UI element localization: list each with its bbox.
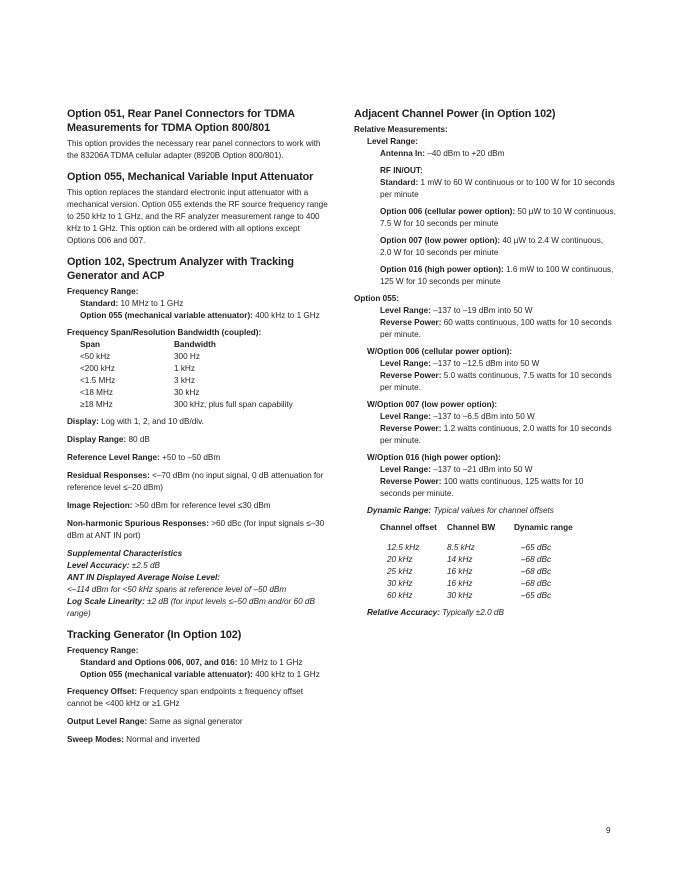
range-cell: –65 dBc: [521, 591, 552, 600]
tg-standard: [67, 657, 329, 669]
channel-bw-header: Channel BW: [447, 523, 496, 532]
antenna-in-value: –40 dBm to +20 dBm: [427, 149, 505, 158]
acp-heading: Adjacent Channel Power (in Option 102): [354, 108, 556, 120]
bandwidth-cell: 30 kHz: [174, 388, 200, 397]
tg-output-value: Same as signal generator: [149, 717, 243, 726]
level-accuracy-spec: [67, 560, 329, 572]
residual-spec: [67, 470, 329, 494]
dynamic-range-label: Dynamic Range:: [367, 506, 432, 515]
tg-opt055-label: Option 055 (mechanical variable attenuator):: [80, 670, 253, 679]
w016-level-value: –137 to –21 dBm into 50 W: [433, 465, 533, 474]
rf-standard-label: Standard:: [380, 178, 419, 187]
w007-level-value: –137 to –6.5 dBm into 50 W: [433, 412, 535, 421]
opt055-value: 400 kHz to 1 GHz: [255, 311, 320, 320]
bandwidth-cell: 300 kHz, plus full span capability: [174, 400, 293, 409]
range-cell: –68 dBc: [521, 579, 552, 588]
offset-cell: 25 kHz: [387, 567, 413, 576]
dynamic-range-header: Dynamic range: [514, 523, 573, 532]
span-rbw-header-row: [80, 339, 293, 351]
section-option-055: [67, 170, 329, 247]
image-rejection-spec: [67, 500, 329, 512]
w007-level-spec: [354, 411, 616, 423]
page-number: 9: [606, 826, 611, 835]
residual-value: <–70 dBm (no input signal, 0 dB attenuation for reference level ≤–20 dBm): [67, 471, 324, 492]
w006-level-spec: [354, 358, 616, 370]
relative-accuracy-label: Relative Accuracy:: [367, 608, 440, 617]
w016-reverse-spec: [354, 476, 616, 500]
rf-opt016-spec: [354, 264, 616, 288]
span-rbw-label: Frequency Span/Resolution Bandwidth (coupled):: [67, 328, 262, 337]
ref-level-value: +50 to –50 dBm: [162, 453, 221, 462]
nonharmonic-label: Non-harmonic Spurious Responses:: [67, 519, 209, 528]
ref-level-label: Reference Level Range:: [67, 453, 160, 462]
channel-offset-header: Channel offset: [380, 523, 437, 532]
range-cell: –68 dBc: [521, 555, 552, 564]
frequency-range-standard: [67, 298, 329, 310]
w006-level-label: Level Range:: [380, 359, 431, 368]
standard-value: 10 MHz to 1 GHz: [120, 299, 184, 308]
w016-head: W/Option 016 (high power option):: [367, 453, 501, 462]
bw-cell: 30 kHz: [447, 591, 473, 600]
bandwidth-cell: 1 kHz: [174, 364, 195, 373]
level-accuracy-value: ±2.5 dB: [131, 561, 160, 570]
display-range-label: Display Range:: [67, 435, 127, 444]
o055-level-value: –137 to –19 dBm into 50 W: [433, 306, 533, 315]
log-linearity-spec: [67, 596, 329, 620]
display-range-spec: [67, 434, 329, 446]
option-051-body: This option provides the necessary rear panel connectors to work with the 83206A TDMA cellular adapter (8920B Option 800/801).: [67, 139, 321, 160]
tracking-generator-heading: Tracking Generator (In Option 102): [67, 629, 242, 641]
nonharmonic-value: >60 dBc (for input signals ≤–30 dBm at ANT IN port): [67, 519, 325, 540]
w007-reverse-label: Reverse Power:: [380, 424, 442, 433]
rf-opt006-spec: [354, 206, 616, 230]
bandwidth-cell: 3 kHz: [174, 376, 195, 385]
tg-offset-spec: [67, 686, 329, 710]
rf-standard-spec: [354, 177, 616, 201]
option-051-heading: Option 051, Rear Panel Connectors for TDMA Measurements for TDMA Option 800/801: [67, 108, 295, 134]
w016-level-label: Level Range:: [380, 465, 431, 474]
w016-reverse-label: Reverse Power:: [380, 477, 442, 486]
table-row: [80, 351, 293, 363]
range-cell: –68 dBc: [521, 567, 552, 576]
frequency-range-opt055: [67, 310, 329, 322]
span-cell: <200 kHz: [80, 364, 115, 373]
bw-cell: 14 kHz: [447, 555, 473, 564]
table-row: [380, 566, 573, 578]
right-column: [354, 107, 616, 619]
table-row: [80, 387, 293, 399]
tg-opt055-value: 400 kHz to 1 GHz: [255, 670, 320, 679]
o055-reverse-spec: [354, 317, 616, 341]
tg-output-spec: [67, 716, 329, 728]
w016-reverse-value: 100 watts continuous, 125 watts for 10 seconds per minute.: [380, 477, 584, 498]
rf-opt007-value: 40 µW to 2.4 W continuous, 2.0 W for 10 seconds per minute: [380, 236, 604, 257]
o055-reverse-label: Reverse Power:: [380, 318, 442, 327]
rf-opt006-value: 50 µW to 10 W continuous, 7.5 W for 10 seconds per minute: [380, 207, 616, 228]
danl-value: <–114 dBm for <50 kHz spans at reference level of –50 dBm: [67, 585, 287, 594]
w006-reverse-spec: [354, 370, 616, 394]
w006-reverse-value: 5.0 watts continuous, 7.5 watts for 10 seconds per minute.: [380, 371, 612, 392]
rf-standard-value: 1 mW to 60 W continuous or to 100 W for 10 seconds per minute: [380, 178, 615, 199]
level-range-label: Level Range:: [367, 137, 418, 146]
table-row: [80, 363, 293, 375]
display-value: Log with 1, 2, and 10 dB/div.: [101, 417, 204, 426]
tg-offset-label: Frequency Offset:: [67, 687, 138, 696]
image-value: >50 dBm for reference level ≤30 dBm: [134, 501, 271, 510]
dynamic-range-spec: [354, 505, 616, 517]
w007-reverse-value: 1.2 watts continuous, 2.0 watts for 10 seconds per minute.: [380, 424, 612, 445]
span-rbw-table: [80, 339, 293, 411]
option-055-heading: Option 055, Mechanical Variable Input Attenuator: [67, 171, 314, 183]
display-label: Display:: [67, 417, 99, 426]
relative-accuracy-spec: [354, 607, 616, 619]
table-row: [380, 578, 573, 590]
tg-sweep-spec: [67, 734, 329, 746]
w016-level-spec: [354, 464, 616, 476]
table-row: [380, 542, 573, 554]
residual-label: Residual Responses:: [67, 471, 150, 480]
log-linearity-label: Log Scale Linearity:: [67, 597, 145, 606]
tg-offset-value: Frequency span endpoints ± frequency offset cannot be <400 kHz or ≥1 GHz: [67, 687, 303, 708]
log-linearity-value: ±2 dB (for input levels ≤–50 dBm and/or 60 dB range): [67, 597, 315, 618]
dynamic-range-value: Typical values for channel offsets: [433, 506, 554, 515]
option-055-head: Option 055:: [354, 294, 400, 303]
rf-opt016-label: Option 016 (high power option):: [380, 265, 504, 274]
display-spec: [67, 416, 329, 428]
frequency-range-label: Frequency Range:: [67, 287, 139, 296]
nonharmonic-spec: [67, 518, 329, 542]
rf-opt016-value: 1.6 mW to 100 W continuous, 125 W for 10 seconds per minute: [380, 265, 614, 286]
standard-label: Standard:: [80, 299, 119, 308]
span-cell: <1.5 MHz: [80, 376, 116, 385]
bw-cell: 8.5 kHz: [447, 543, 475, 552]
w006-head: W/Option 006 (cellular power option):: [367, 347, 513, 356]
w007-head: W/Option 007 (low power option):: [367, 400, 498, 409]
offset-cell: 20 kHz: [387, 555, 413, 564]
tg-standard-value: 10 MHz to 1 GHz: [239, 658, 303, 667]
span-cell: <50 kHz: [80, 352, 111, 361]
bw-cell: 16 kHz: [447, 579, 473, 588]
tg-output-label: Output Level Range:: [67, 717, 148, 726]
table-row: [80, 399, 293, 411]
table-row: [380, 554, 573, 566]
span-cell: <18 MHz: [80, 388, 113, 397]
w007-level-label: Level Range:: [380, 412, 431, 421]
supplemental-title: Supplemental Characteristics: [67, 549, 183, 558]
tg-standard-label: Standard and Options 006, 007, and 016:: [80, 658, 238, 667]
opt055-label: Option 055 (mechanical variable attenuator):: [80, 311, 253, 320]
dynamic-range-table: [380, 522, 573, 602]
relative-measurements-label: Relative Measurements:: [354, 125, 448, 134]
tg-opt055: [67, 669, 329, 681]
offset-cell: 12.5 kHz: [387, 543, 420, 552]
section-option-102: [67, 255, 329, 620]
antenna-in-label: Antenna In:: [380, 149, 426, 158]
bw-cell: 16 kHz: [447, 567, 473, 576]
rf-opt007-label: Option 007 (low power option):: [380, 236, 501, 245]
tg-frequency-range-label: Frequency Range:: [67, 646, 139, 655]
w006-reverse-label: Reverse Power:: [380, 371, 442, 380]
table-row: [380, 590, 573, 602]
table-row: [80, 375, 293, 387]
rf-opt007-spec: [354, 235, 616, 259]
section-tracking-generator: [67, 628, 329, 746]
tg-sweep-label: Sweep Modes:: [67, 735, 124, 744]
display-range-value: 80 dB: [128, 435, 150, 444]
offset-cell: 30 kHz: [387, 579, 413, 588]
level-accuracy-label: Level Accuracy:: [67, 561, 130, 570]
antenna-in-spec: [354, 148, 616, 160]
option-102-heading: Option 102, Spectrum Analyzer with Tracking Generator and ACP: [67, 256, 294, 282]
span-cell: ≥18 MHz: [80, 400, 113, 409]
dynamic-range-header-row: [380, 522, 573, 542]
tg-sweep-value: Normal and inverted: [126, 735, 200, 744]
o055-level-label: Level Range:: [380, 306, 431, 315]
bandwidth-cell: 300 Hz: [174, 352, 200, 361]
w006-level-value: –137 to –12.5 dBm into 50 W: [433, 359, 540, 368]
section-option-051: [67, 107, 329, 162]
ref-level-spec: [67, 452, 329, 464]
left-column: [67, 107, 329, 754]
image-label: Image Rejection:: [67, 501, 133, 510]
rf-inout-label: RF IN/OUT:: [380, 166, 423, 175]
option-055-body: This option replaces the standard electronic input attenuator with a mechanical version. Option 055 extends the RF source frequency range to 250 kHz to 1 GHz, and the RF analyzer measurement range to 400 kHz to 1 GHz. This option can be ordered with all options except Options 006 and 007.: [67, 188, 328, 245]
relative-accuracy-value: Typically ±2.0 dB: [442, 608, 504, 617]
range-cell: –65 dBc: [521, 543, 552, 552]
o055-level-spec: [354, 305, 616, 317]
o055-reverse-value: 60 watts continuous, 100 watts for 10 seconds per minute.: [380, 318, 612, 339]
bandwidth-header: Bandwidth: [174, 340, 216, 349]
rf-opt006-label: Option 006 (cellular power option):: [380, 207, 516, 216]
danl-label: ANT IN Displayed Average Noise Level:: [67, 573, 221, 582]
offset-cell: 60 kHz: [387, 591, 413, 600]
w007-reverse-spec: [354, 423, 616, 447]
span-header: Span: [80, 340, 101, 349]
